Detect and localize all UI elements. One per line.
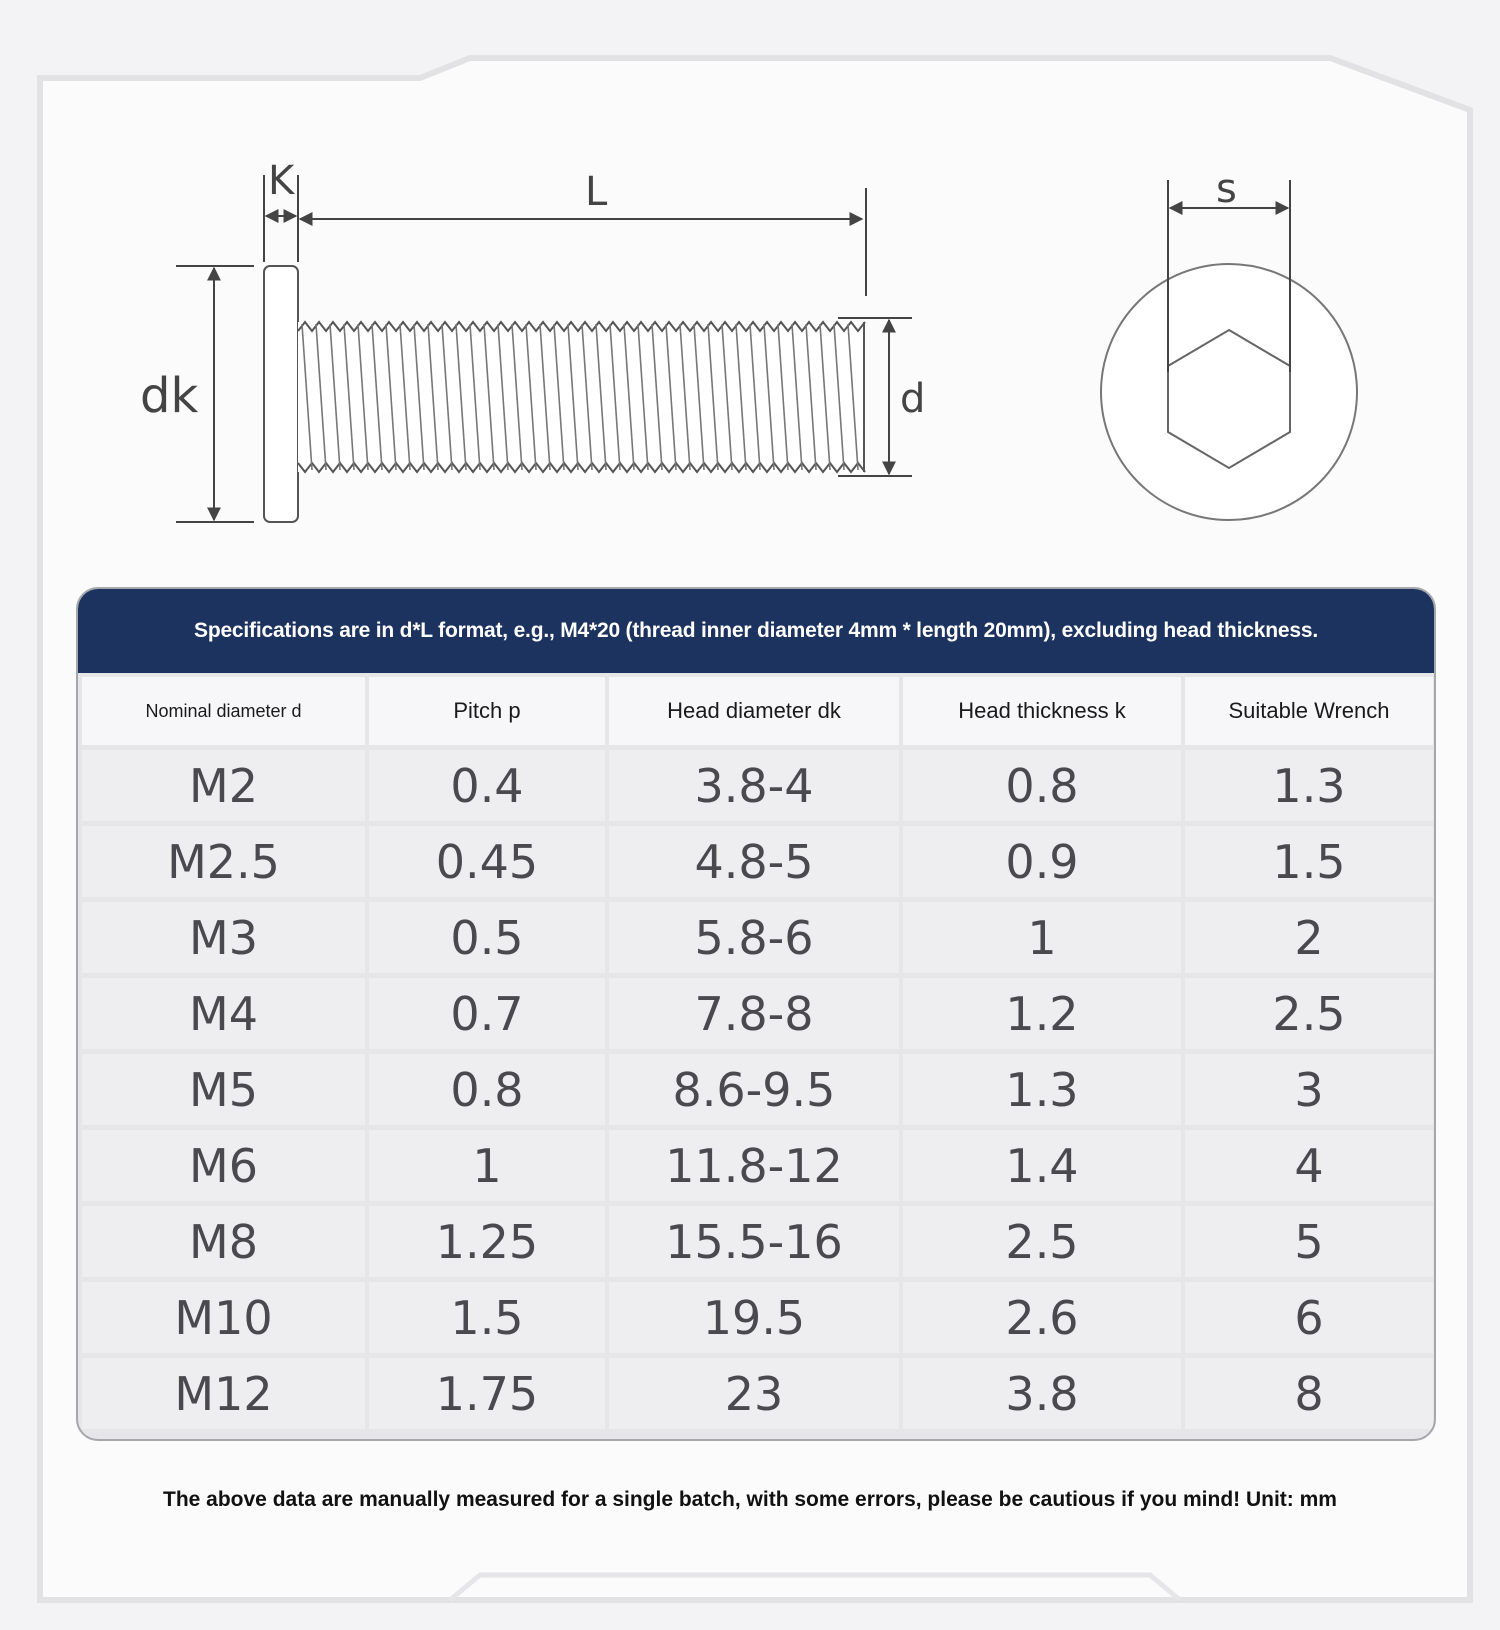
header-head-diameter: Head diameter dk [609, 677, 899, 745]
label-s: s [1216, 166, 1237, 212]
table-row [82, 1358, 1433, 1429]
cell-nominal-diameter: M2 [82, 750, 365, 821]
label-dk: dk [140, 368, 199, 424]
label-k: K [268, 158, 295, 204]
hex-socket-view [1101, 166, 1357, 520]
spec-format-banner: Specifications are in d*L format, e.g., M4*20 (thread inner diameter 4mm * length 20mm), excluding head thickness. [78, 589, 1434, 673]
header-head-thickness: Head thickness k [903, 677, 1181, 745]
cell-nominal-diameter: M5 [82, 1054, 365, 1125]
cell-suitable-wrench: 1.5 [1185, 826, 1433, 897]
cell-head-thickness: 2.6 [903, 1282, 1181, 1353]
cell-nominal-diameter: M2.5 [82, 826, 365, 897]
header-nominal-diameter: Nominal diameter d [82, 677, 365, 745]
table-row [82, 1130, 1433, 1201]
cell-head-diameter: 3.8-4 [609, 750, 899, 821]
cell-nominal-diameter: M4 [82, 978, 365, 1049]
cell-pitch: 0.7 [369, 978, 605, 1049]
table-row [82, 750, 1433, 821]
cell-pitch: 0.5 [369, 902, 605, 973]
cell-head-thickness: 1 [903, 902, 1181, 973]
cell-head-diameter: 4.8-5 [609, 826, 899, 897]
cell-head-diameter: 23 [609, 1358, 899, 1429]
cell-suitable-wrench: 2 [1185, 902, 1433, 973]
cell-head-diameter: 7.8-8 [609, 978, 899, 1049]
spec-table-card [76, 587, 1436, 1441]
table-row [82, 826, 1433, 897]
cell-pitch: 0.8 [369, 1054, 605, 1125]
cell-suitable-wrench: 6 [1185, 1282, 1433, 1353]
cell-head-thickness: 0.9 [903, 826, 1181, 897]
table-row [82, 902, 1433, 973]
cell-nominal-diameter: M6 [82, 1130, 365, 1201]
table-row [82, 1054, 1433, 1125]
header-pitch: Pitch p [369, 677, 605, 745]
cell-nominal-diameter: M12 [82, 1358, 365, 1429]
cell-nominal-diameter: M10 [82, 1282, 365, 1353]
cell-head-diameter: 5.8-6 [609, 902, 899, 973]
cell-head-diameter: 19.5 [609, 1282, 899, 1353]
cell-head-diameter: 11.8-12 [609, 1130, 899, 1201]
screw-diagram [0, 0, 1500, 560]
cell-nominal-diameter: M8 [82, 1206, 365, 1277]
cell-pitch: 0.45 [369, 826, 605, 897]
screw-head [264, 266, 298, 522]
cell-suitable-wrench: 4 [1185, 1130, 1433, 1201]
cell-pitch: 1.25 [369, 1206, 605, 1277]
cell-suitable-wrench: 8 [1185, 1358, 1433, 1429]
cell-nominal-diameter: M3 [82, 902, 365, 973]
table-row [82, 978, 1433, 1049]
cell-head-thickness: 0.8 [903, 750, 1181, 821]
cell-pitch: 0.4 [369, 750, 605, 821]
measurement-disclaimer: The above data are manually measured for a single batch, with some errors, please be cautious if you mind! Unit: mm [163, 1488, 1337, 1511]
cell-suitable-wrench: 1.3 [1185, 750, 1433, 821]
cell-head-diameter: 8.6-9.5 [609, 1054, 899, 1125]
header-suitable-wrench: Suitable Wrench [1185, 677, 1433, 745]
cell-pitch: 1.5 [369, 1282, 605, 1353]
table-row [82, 1206, 1433, 1277]
table-header-row [82, 677, 1433, 745]
cell-pitch: 1 [369, 1130, 605, 1201]
cell-head-thickness: 3.8 [903, 1358, 1181, 1429]
cell-head-thickness: 1.2 [903, 978, 1181, 1049]
cell-head-thickness: 1.3 [903, 1054, 1181, 1125]
cell-suitable-wrench: 2.5 [1185, 978, 1433, 1049]
cell-head-thickness: 1.4 [903, 1130, 1181, 1201]
cell-suitable-wrench: 5 [1185, 1206, 1433, 1277]
label-d: d [900, 376, 926, 422]
cell-head-thickness: 2.5 [903, 1206, 1181, 1277]
cell-head-diameter: 15.5-16 [609, 1206, 899, 1277]
screw-thread [298, 322, 865, 472]
label-l: L [585, 169, 608, 215]
spec-table [78, 672, 1436, 1434]
cell-pitch: 1.75 [369, 1358, 605, 1429]
table-row [82, 1282, 1433, 1353]
cell-suitable-wrench: 3 [1185, 1054, 1433, 1125]
